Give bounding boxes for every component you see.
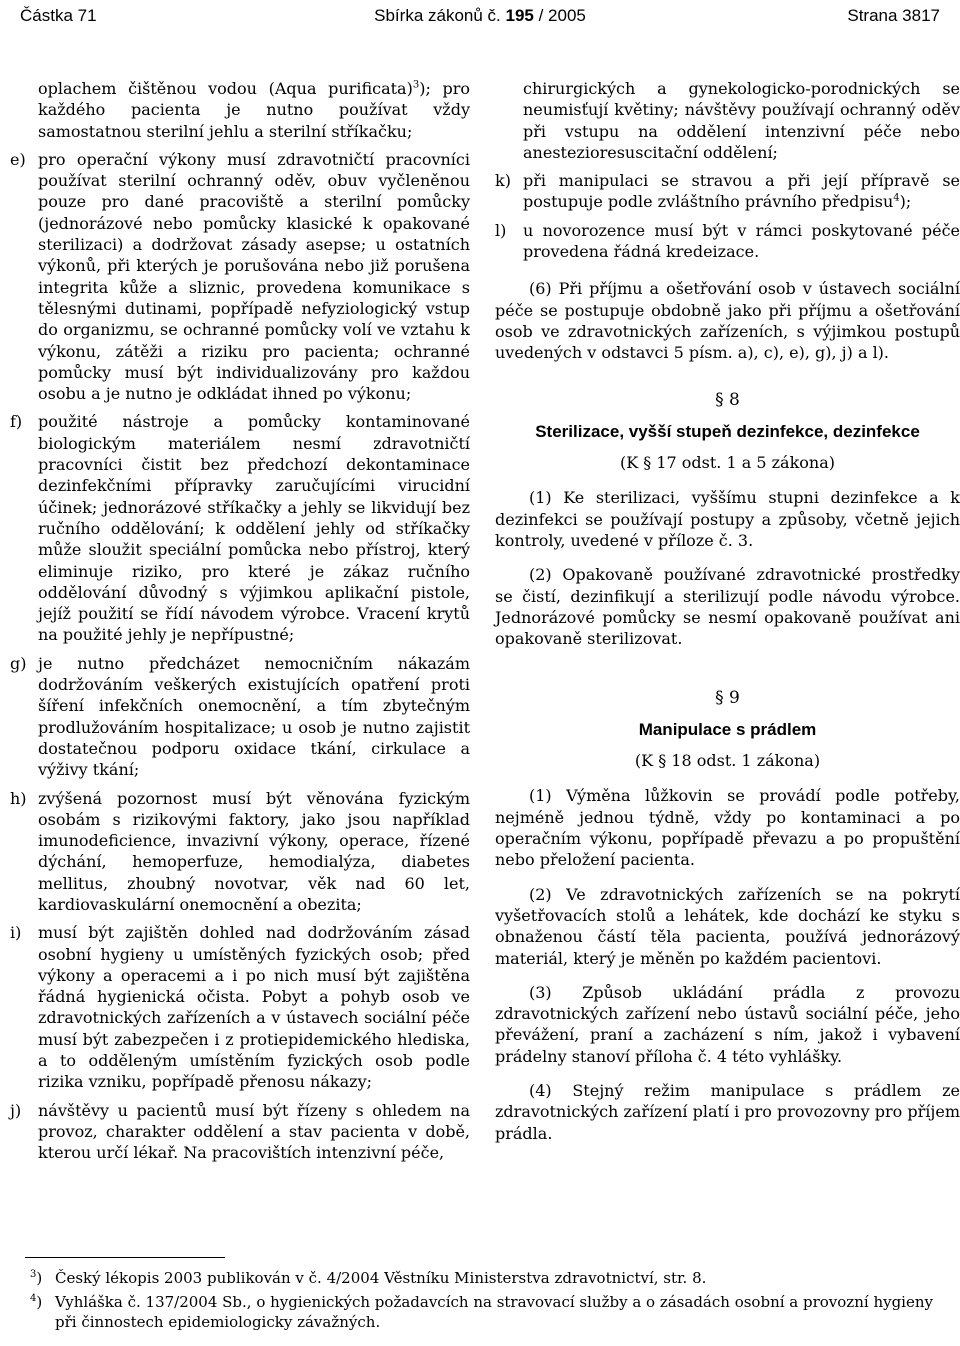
footnote-text: Český lékopis 2003 publikován v č. 4/2004 Věstníku Ministerstva zdravotnictví, str. 8. [55,1269,707,1287]
intro-rest: ); pro každého pacienta je nutno používat vždy samostatnou sterilní jehlu a sterilní stříkačku; [38,79,470,141]
section-8-reference: (K § 17 odst. 1 a 5 zákona) [619,453,836,473]
footnote-ref-4: 4 [893,193,900,205]
footnote-number: 3 [30,1269,37,1280]
item-j-continuation [495,78,960,163]
footnotes [30,1268,945,1336]
section-9-title: Manipulace s prádlem [638,719,817,739]
item-end: ); [899,192,912,212]
section-9-reference: (K § 18 odst. 1 zákona) [634,751,821,771]
issue-number: Částka 71 [20,6,97,25]
list-item-k [495,170,960,213]
section-9-paragraph-2: (2) Ve zdravotnických zařízeních se na pokrytí vyšetřovacích stolů a lehátek, kde dochází ke styku s obnaženou částí těla pacienta, používá jednorázový materiál, který je měněn po každém pacientovi. [495,884,960,968]
collection-title [20,6,940,26]
item-text: použité nástroje a pomůcky kontaminované biologickým materiálem nesmí zdravotničtí pracovníci čistit bez předchozí dekontaminace dezinfekčními přípravky zaručujícími virucidní účinek; jednorázové stříkačky a jehly se likvidují bez ručního oddělování; k oddělení jehly od stříkačky může sloužit speciální pomůcka nebo přístroj, který eliminuje riziko, pro které je zákaz ručního oddělování důvodný s výjimkou aplikační pistole, jejíž použití se řídí návodem výrobce. Vracení krytů na použité jehly je nepřípustné; [38,412,470,645]
list-item-l [495,220,960,263]
paragraph-6: (6) Při příjmu a ošetřování osob v ústavech sociální péče se postupuje obdobně jako při příjmu a ošetřování osob ve zdravotnických zařízeních, s výjimkou postupů uvedených v odstavci 5 písm. a), c), e), g), j) a l). [495,279,960,363]
item-text: pro operační výkony musí zdravotničtí pracovníci používat sterilní ochranný oděv, obuv vyčleněnou pouze pro dané pracoviště a sterilní pomůcky (jednorázové nebo pomůcky klasické k opakované sterilizaci) a dodržovat zásady asepse; u ostatních výkonů, při kterých je porušována nebo již porušena integrita kůže a sliznic, provedena komunikace s tělesnými dutinami, popřípadě nefyziologický vstup do organizmu, se ochranné pomůcky volí ve vztahu k výkonu, zátěži a riziku pro pacienta; ochranné pomůcky musí být individualizovány pro každou osobu a je nutno je odkládat ihned po výkonu; [38,149,470,404]
page-header [20,6,940,30]
section-8-paragraph-1: (1) Ke sterilizaci, vyššímu stupni dezinfekce a k dezinfekci se používají postupy a způsoby, včetně jejich kontroly, uvedené v příloze č. 3. [495,488,960,551]
collection-prefix: Sbírka zákonů č. [374,6,506,25]
intro-text: oplachem čištěnou vodou (Aqua purificata) [38,79,413,98]
item-mark: f) [10,412,23,432]
list-item-j [10,1100,470,1164]
item-text: u novorozence musí být v rámci poskytované péče provedena řádná kredeizace. [523,220,960,262]
item-mark: j) [10,1100,22,1120]
item-mark: g) [10,653,27,673]
item-mark: e) [10,149,26,169]
section-9-paragraph-1: (1) Výměna lůžkovin se provádí podle potřeby, nejméně jednou týdně, vždy po kontaminaci a po operačním výkonu, popřípadě převazu a po propuštění nebo přeložení pacienta. [495,786,960,870]
list-item-g [10,653,470,781]
item-mark: i) [10,923,22,943]
list-item-f [10,411,470,645]
item-mark: l) [495,220,507,240]
collection-year: / 2005 [533,6,586,25]
page-number: Strana 3817 [847,6,940,25]
section-8-title: Sterilizace, vyšší stupeň dezinfekce, dezinfekce [535,421,920,441]
item-text: při manipulaci se stravou a při její přípravě se postupuje podle zvláštního právního předpisu [523,171,960,212]
collection-number: 195 [505,6,534,25]
item-text: návštěvy u pacientů musí být řízeny s ohledem na provoz, charakter oddělení a stav pacienta v době, kterou určí lékař. Na pracovištích intenzivní péče, [38,1100,470,1163]
item-text: zvýšená pozornost musí být věnována fyzickým osobám s rizikovými faktory, jako jsou například imunodeficience, invazivní výkony, operace, řízené dýchání, hemoperfuze, hemodialýza, diabetes mellitus, zhoubný novotvar, věk nad 60 let, kardiovaskulární onemocnění a obezita; [38,788,470,914]
footnote-3 [30,1268,945,1288]
intro-continuation [10,78,470,142]
item-text: je nutno předcházet nemocničním nákazám dodržováním veškerých existujících opatření proti šíření infekčních onemocnění, a tím zbytečným prodlužováním hospitalizace; u osob je nutno zajistit dostatečnou podporu oxidace tkání, cirkulace a výživy tkání; [38,653,470,780]
section-8-number: § 8 [715,389,740,410]
section-9-paragraph-3: (3) Způsob ukládání prádla z provozu zdravotnických zařízení nebo ústavů sociální péče, jeho převážení, praní a zacházení s ním, jakož i vybavení prádelny stanoví příloha č. 4 této vyhlášky. [495,982,960,1066]
item-mark: k) [495,171,511,191]
footnote-mark: $^3$) [30,1269,43,1287]
footnote-ref-3: 3 [412,79,420,91]
footnote-4 [30,1292,945,1332]
section-9-number: § 9 [715,687,740,708]
item-mark: h) [10,788,27,808]
item-text: musí být zajištěn dohled nad dodržováním zásad osobní hygieny u umístěných fyzických osob; před výkony a operacemi a i po nich musí být zajištěna řádná hygienická očista. Pobyt a pohyb osob ve zdravotnických zařízeních a v ústavech sociální péče musí být zabezpečen i z protiepidemického hlediska, a to odděleným umístěním fyzických osob podle rizika vzniku, popřípadě přenosu nákazy; [38,923,470,1092]
footnote-number: 4 [30,1293,37,1304]
section-9-paragraph-4: (4) Stejný režim manipulace s prádlem ze zdravotnických zařízení platí i pro provozovny pro příjem prádla. [495,1080,960,1143]
left-column [10,78,470,1171]
list-item-e [10,149,470,405]
list-item-h [10,788,470,916]
footnote-mark: $^4$) [30,1293,43,1311]
continuation-text: chirurgických a gynekologicko-porodnických se neumisťují květiny; návštěvy používají ochranný oděv při vstupu na oddělení intenzivní péče nebo anestezioresuscitační oddělení; [523,79,960,162]
right-column [495,78,960,1157]
section-8-paragraph-2: (2) Opakovaně používané zdravotnické prostředky se čistí, dezinfikují a sterilizují podle návodu výrobce. Jednorázové pomůcky se nesmí opakovaně používat ani opakovaně sterilizovat. [495,565,960,649]
footnote-divider [25,1257,225,1258]
list-item-i [10,922,470,1092]
footnote-text: Vyhláška č. 137/2004 Sb., o hygienických požadavcích na stravovací služby a o zásadách osobní a provozní hygieny při činnostech epidemiologicky závažných. [55,1293,933,1331]
